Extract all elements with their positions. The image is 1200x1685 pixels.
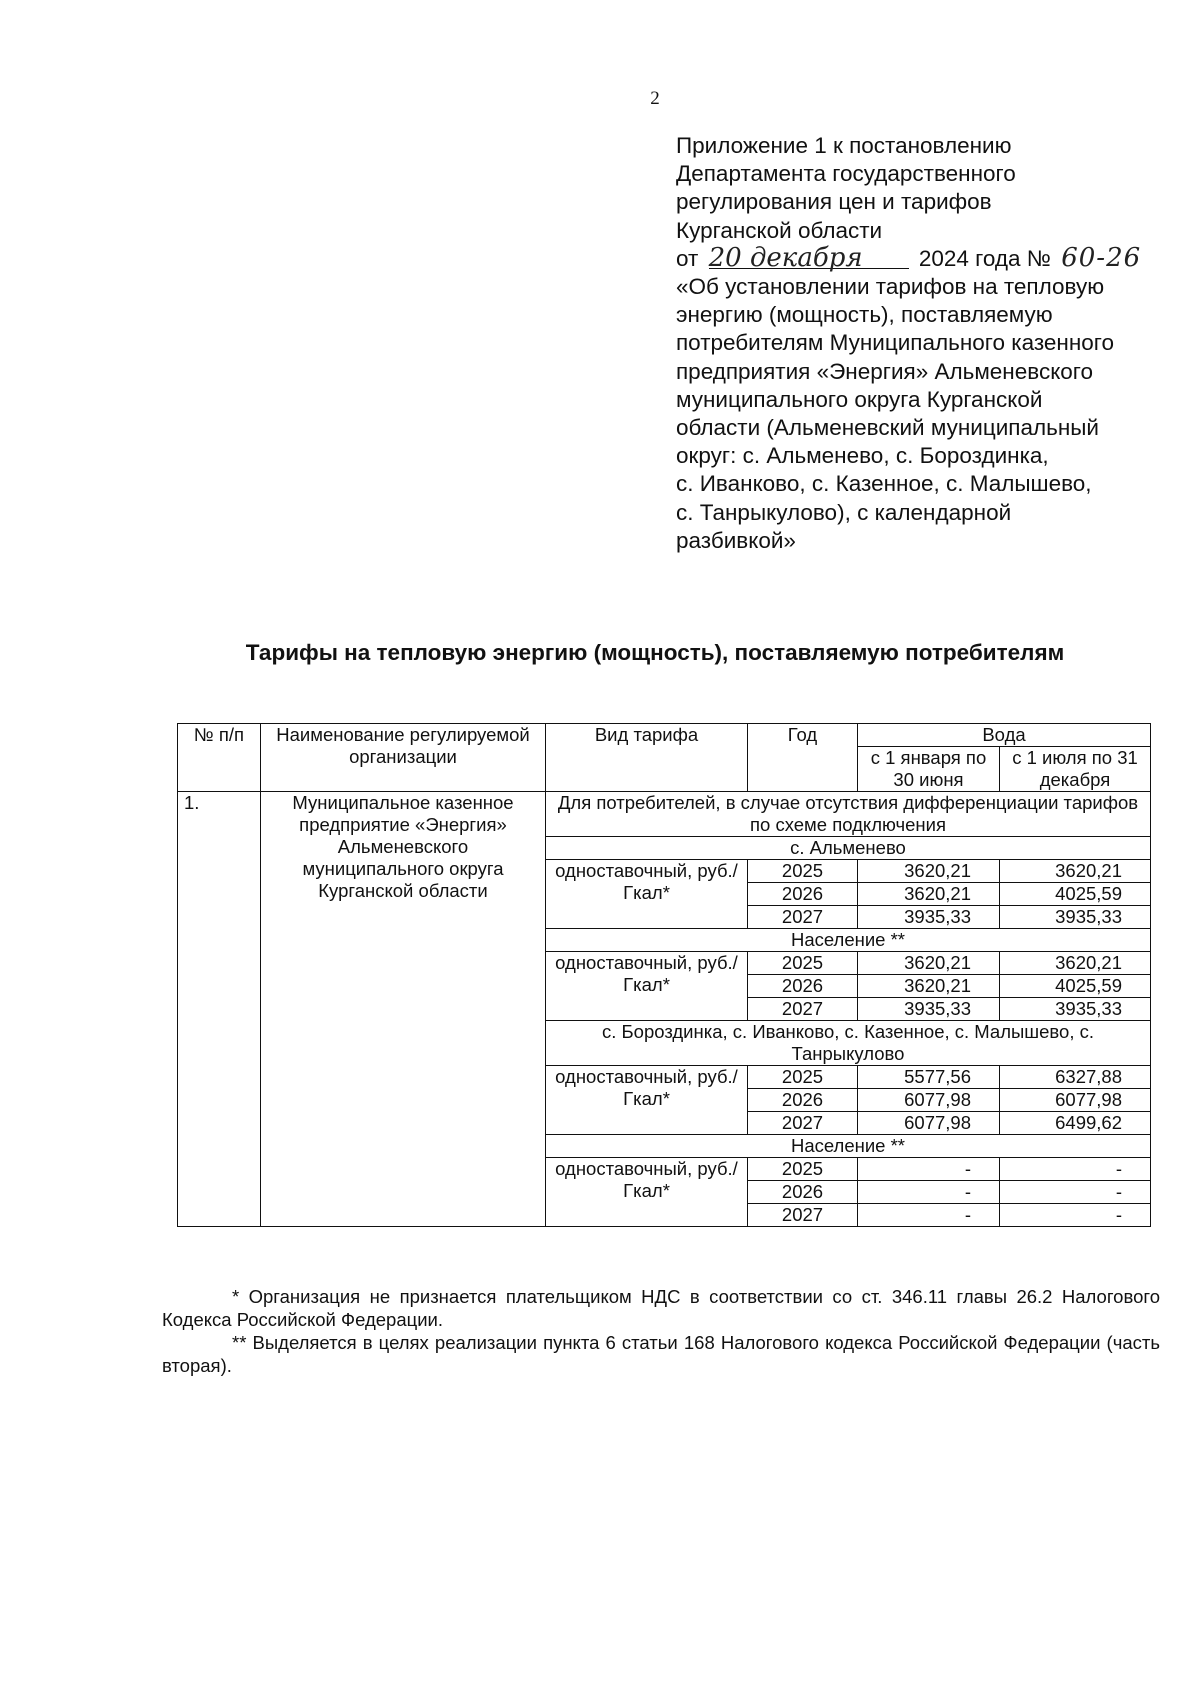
tariff-h1: 3935,33: [858, 906, 1000, 929]
header-type: Вид тарифа: [546, 724, 748, 792]
header-org: Наименование регулируемой организации: [261, 724, 546, 792]
handwritten-date: 20 декабря: [709, 248, 909, 269]
year-cell: 2027: [748, 906, 858, 929]
year-cell: 2025: [748, 860, 858, 883]
tariff-h1: -: [858, 1204, 1000, 1227]
appendix-line: муниципального округа Курганской: [676, 386, 1043, 412]
year-cell: 2026: [748, 975, 858, 998]
tariff-h1: -: [858, 1181, 1000, 1204]
tariff-h1: 3620,21: [858, 952, 1000, 975]
appendix-line: с. Танрыкулово), с календарной: [676, 499, 1012, 525]
year-cell: 2026: [748, 1089, 858, 1112]
tariff-h1: 5577,56: [858, 1066, 1000, 1089]
tariff-h1: 6077,98: [858, 1112, 1000, 1135]
appendix-line: «Об установлении тарифов на тепловую: [676, 274, 1105, 300]
tariff-h1: 3620,21: [858, 883, 1000, 906]
header-period-1: с 1 января по 30 июня: [858, 747, 1000, 792]
year-cell: 2027: [748, 1112, 858, 1135]
tariff-h2: 3620,21: [1000, 860, 1151, 883]
tariff-h1: 3620,21: [858, 860, 1000, 883]
footnote-population: ** Выделяется в целях реализации пункта 6 статьи 168 Налогового кодекса Российской Федерации (часть вторая).: [162, 1332, 1160, 1376]
tariff-h1: 3620,21: [858, 975, 1000, 998]
location-heading: с. Бороздинка, с. Иванково, с. Казенное, с. Малышево, с. Танрыкулово: [546, 1021, 1151, 1066]
page-number: 2: [650, 88, 660, 109]
row-number: 1.: [178, 792, 261, 1227]
appendix-header: [676, 132, 1176, 555]
year-cell: 2025: [748, 1066, 858, 1089]
tariff-h1: -: [858, 1158, 1000, 1181]
population-heading: Население **: [546, 929, 1151, 952]
appendix-line: Приложение 1 к постановлению: [676, 133, 1012, 158]
location-heading: с. Альменево: [546, 837, 1151, 860]
appendix-line: с. Иванково, с. Казенное, с. Малышево,: [676, 471, 1092, 497]
year-cell: 2027: [748, 1204, 858, 1227]
year-text: 2024 года №: [918, 245, 1051, 271]
appendix-line: области (Альменевский муниципальный: [676, 415, 1099, 441]
tariff-h2: 6327,88: [1000, 1066, 1151, 1089]
header-water: Вода: [858, 724, 1151, 747]
year-cell: 2026: [748, 883, 858, 906]
table-header-row: [178, 724, 1151, 747]
header-num: № п/п: [178, 724, 261, 792]
table-row: [178, 792, 1151, 837]
tariff-h2: -: [1000, 1181, 1151, 1204]
tariff-type: одноставочный, руб./Гкал*: [546, 860, 748, 929]
tariff-type: одноставочный, руб./Гкал*: [546, 1066, 748, 1135]
organization-name: Муниципальное казенное предприятие «Энергия» Альменевского муниципального округа Курганской области: [261, 792, 546, 1227]
population-heading: Население **: [546, 1135, 1151, 1158]
appendix-line: округ: с. Альменево, с. Бороздинка,: [676, 443, 1049, 469]
tariff-h2: -: [1000, 1204, 1151, 1227]
tariff-h2: 4025,59: [1000, 975, 1151, 998]
tariff-h2: 3935,33: [1000, 998, 1151, 1021]
year-cell: 2026: [748, 1181, 858, 1204]
year-cell: 2025: [748, 952, 858, 975]
tariff-h1: 6077,98: [858, 1089, 1000, 1112]
footnote-vat: * Организация не признается плательщиком НДС в соответствии со ст. 346.11 главы 26.2 Налогового Кодекса Российской Федерации.: [162, 1286, 1160, 1330]
general-note: Для потребителей, в случае отсутствия дифференциации тарифов по схеме подключения: [546, 792, 1151, 837]
appendix-line: разбивкой»: [676, 527, 796, 553]
header-year: Год: [748, 724, 858, 792]
tariff-table: [177, 723, 1151, 1227]
appendix-line: энергию (мощность), поставляемую: [676, 302, 1053, 328]
year-cell: 2027: [748, 998, 858, 1021]
footnotes: [162, 1285, 1160, 1377]
header-period-2: с 1 июля по 31 декабря: [1000, 747, 1151, 792]
tariff-h2: 6077,98: [1000, 1089, 1151, 1112]
tariff-h2: 4025,59: [1000, 883, 1151, 906]
appendix-line: потребителям Муниципального казенного: [676, 330, 1115, 356]
tariff-type: одноставочный, руб./Гкал*: [546, 1158, 748, 1227]
tariff-h2: -: [1000, 1158, 1151, 1181]
year-cell: 2025: [748, 1158, 858, 1181]
tariff-h1: 3935,33: [858, 998, 1000, 1021]
appendix-date-line: [676, 242, 1176, 273]
date-prefix: от: [676, 245, 699, 271]
document-title: Тарифы на тепловую энергию (мощность), поставляемую потребителям: [245, 640, 1065, 665]
handwritten-number: 60-26: [1061, 242, 1142, 273]
appendix-line: Департамента государственного: [676, 161, 1016, 187]
appendix-line: предприятия «Энергия» Альменевского: [676, 358, 1094, 384]
tariff-type: одноставочный, руб./Гкал*: [546, 952, 748, 1021]
tariff-h2: 3935,33: [1000, 906, 1151, 929]
tariff-h2: 3620,21: [1000, 952, 1151, 975]
tariff-h2: 6499,62: [1000, 1112, 1151, 1135]
appendix-line: регулирования цен и тарифов: [676, 189, 992, 215]
appendix-line: Курганской области: [676, 217, 883, 243]
